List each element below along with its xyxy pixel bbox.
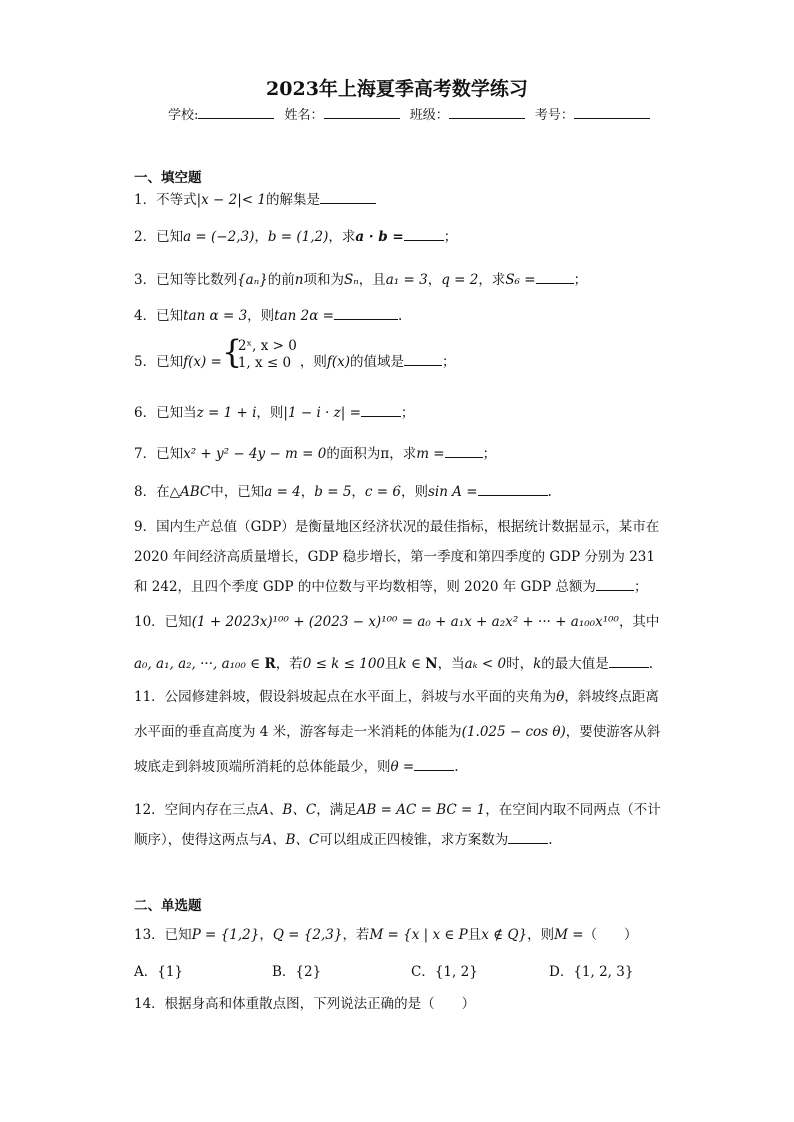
q10-max: 的最大值是 — [541, 656, 609, 672]
q4-text-end: . — [397, 308, 403, 324]
q6-expr: |1 − i · z| = — [283, 405, 361, 421]
q13-m-eq: M = — [554, 927, 584, 943]
q4-math2: tan 2α = — [274, 308, 334, 324]
q12-t2: ，在空间内取不同两点（不计顺序），使得这两点与 — [134, 802, 661, 848]
q13-t1: ，若 — [342, 927, 370, 943]
q13-text: 13．已知 — [134, 927, 192, 943]
q10-naturals: N — [425, 656, 438, 672]
q10-end: . — [648, 656, 654, 672]
school-label: 学校: — [168, 108, 199, 123]
question-9 — [134, 512, 664, 602]
q4-answer-blank[interactable] — [334, 307, 398, 320]
q8-a: a = 4 — [264, 484, 301, 500]
q5-end: ； — [442, 354, 456, 370]
q13-answer-paren[interactable]: （ ） — [583, 927, 638, 943]
question-1 — [134, 188, 654, 212]
option-c-value: {1, 2} — [434, 964, 478, 980]
q13-and: 且 — [467, 927, 482, 943]
q6-answer-blank[interactable] — [361, 404, 401, 417]
student-info-row — [168, 104, 656, 123]
q6-z: z = 1 + i — [196, 405, 257, 421]
q10-ak: aₖ < 0 — [464, 656, 507, 672]
q11-theta-eq: θ = — [390, 759, 415, 775]
q12-t1: ，满足 — [316, 802, 357, 818]
q10-time: 时， — [506, 656, 534, 672]
section-single-choice: 二、单选题 — [134, 898, 202, 914]
question-10-line-2 — [134, 652, 654, 676]
q5-fx2: f(x) — [326, 354, 350, 370]
question-10-line-1 — [134, 610, 660, 634]
q9-answer-blank[interactable] — [596, 578, 634, 591]
class-blank[interactable] — [449, 106, 525, 119]
q13-set-m: M = {x | x ∈ P — [369, 927, 468, 943]
question-3 — [134, 268, 654, 292]
option-a-value: {1} — [157, 964, 184, 980]
q12-cond: AB = AC = BC = 1 — [356, 802, 486, 818]
q3-t3: ，且 — [358, 272, 386, 288]
q8-end: . — [547, 484, 552, 500]
q2-sep: ， — [254, 229, 268, 245]
school-blank[interactable] — [198, 106, 274, 119]
q1-text: 1．不等式 — [134, 192, 197, 208]
q12-text-1: 12．空间内存在三点 — [134, 802, 260, 818]
q3-n: n — [294, 272, 304, 288]
option-b-label: B． — [272, 964, 296, 980]
q5-mid: ，则 — [299, 354, 327, 370]
question-14 — [134, 992, 654, 1016]
q2-vector-b: b = (1,2) — [267, 229, 329, 245]
q7-answer-blank[interactable] — [445, 445, 483, 458]
q10-coeffs: a₀, a₁, a₂, ···, a₁₀₀ ∈ — [134, 656, 261, 672]
option-d[interactable] — [549, 960, 633, 980]
q8-c2: ， — [351, 484, 365, 500]
q5-case2: 1, x ≤ 0 — [237, 354, 292, 371]
q3-answer-blank[interactable] — [536, 271, 574, 284]
q2-vector-a: a = (−2,3) — [183, 229, 255, 245]
q5-cases — [238, 338, 297, 372]
section-fill-blank: 一、填空题 — [134, 170, 202, 186]
q5-case1: 2ˣ, x > 0 — [237, 337, 297, 354]
q10-post: ，其中 — [618, 614, 660, 630]
q12-points-2: A、B、C — [262, 832, 320, 848]
q1-text-end: 的解集是 — [265, 192, 320, 208]
question-4 — [134, 304, 654, 328]
number-blank[interactable] — [574, 106, 650, 119]
q4-mid: ，则 — [247, 308, 275, 324]
q11-text-2: ，斜坡终点距离水平面的垂直高度为 4 米，游客每走一米消耗的体能为 — [134, 689, 659, 740]
q3-ratio: q = 2 — [441, 272, 479, 288]
q12-answer-blank[interactable] — [508, 831, 548, 844]
question-11 — [134, 680, 664, 785]
q5-piecewise — [221, 332, 300, 375]
q10-expr: (1 + 2023x)¹⁰⁰ + (2023 − x)¹⁰⁰ = a₀ + a₁x + a₂x² + ··· + a₁₀₀x¹⁰⁰ — [191, 614, 619, 630]
q2-answer-blank[interactable] — [404, 228, 444, 241]
name-label: 姓名： — [284, 108, 324, 123]
q13-set-p: P = {1,2} — [191, 927, 260, 943]
option-d-label: D． — [549, 964, 574, 980]
q8-text: 8．在 — [134, 484, 170, 500]
q10-kn: k ∈ — [398, 656, 421, 672]
q6-end: ； — [400, 405, 415, 421]
q10-when: ，当 — [437, 656, 465, 672]
q11-answer-blank[interactable] — [414, 758, 454, 771]
q10-cond: 0 ≤ k ≤ 100 — [302, 656, 386, 672]
question-7 — [134, 442, 654, 466]
question-12 — [134, 795, 664, 855]
q10-k: k — [533, 656, 542, 672]
q7-end: ； — [482, 446, 497, 462]
q8-c: c = 6 — [364, 484, 401, 500]
q11-energy: (1.025 − cos θ) — [461, 724, 566, 740]
option-b-value: {2} — [295, 964, 322, 980]
q7-text: 7．已知 — [134, 446, 184, 462]
q11-end: . — [454, 759, 459, 775]
question-8 — [134, 480, 654, 504]
q8-t1: 中，已知 — [210, 484, 265, 500]
option-a-label: A． — [134, 964, 158, 980]
option-d-value: {1, 2, 3} — [573, 964, 634, 980]
q11-text-1: 11．公园修建斜坡，假设斜坡起点在水平面上，斜坡与水平面的夹角为 — [134, 689, 557, 705]
q8-triangle: △ABC — [169, 484, 211, 500]
q5-post: 的值域是 — [350, 354, 404, 370]
q3-text-end: ； — [573, 272, 588, 288]
q11-text-3: ，要使游客从斜坡底走到斜坡顶端所消耗的总体能最少，则 — [134, 724, 661, 775]
option-b[interactable] — [272, 960, 321, 980]
q10-and: 且 — [385, 656, 399, 672]
q5-fx: f(x) = — [183, 354, 222, 370]
q8-answer-blank[interactable] — [478, 483, 548, 496]
q8-sin: sin A = — [427, 484, 478, 500]
q9-end: ； — [634, 579, 648, 595]
question-6 — [134, 401, 654, 425]
q3-t4: ，求 — [478, 272, 506, 288]
option-c-label: C． — [411, 964, 435, 980]
number-label: 考号： — [534, 108, 574, 123]
option-a[interactable] — [134, 960, 183, 980]
question-5 — [134, 332, 654, 375]
q2-text-mid: ，求 — [328, 229, 356, 245]
q4-math1: tan α = 3 — [183, 308, 248, 324]
option-c[interactable] — [411, 960, 478, 980]
q14-text: 14．根据身高和体重散点图，下列说法正确的是（ ） — [134, 996, 476, 1012]
q3-c1: ， — [427, 272, 442, 288]
q3-a1: a₁ = 3 — [385, 272, 428, 288]
q12-end: . — [548, 832, 553, 848]
q11-theta: θ — [556, 689, 565, 705]
q1-math: |x − 2|< 1 — [196, 192, 266, 208]
q2-dot-product: a · b = — [355, 229, 404, 245]
q13-set-q: Q = {2,3} — [272, 927, 343, 943]
q3-text: 3．已知等比数列 — [134, 272, 238, 288]
question-13 — [134, 923, 654, 947]
q3-s6: S₆ = — [505, 272, 536, 288]
q8-c1: ， — [300, 484, 315, 500]
brace-icon: { — [221, 332, 243, 371]
q12-points: A、B、C — [259, 802, 317, 818]
q2-text-end: ； — [443, 229, 458, 245]
q2-text: 2．已知 — [134, 229, 184, 245]
q10-answer-blank[interactable] — [609, 655, 649, 668]
question-2 — [134, 225, 654, 249]
q1-answer-blank[interactable] — [320, 191, 376, 204]
q8-t2: ，则 — [400, 484, 428, 500]
q7-m: m = — [416, 446, 445, 462]
class-label: 班级： — [409, 108, 449, 123]
q5-text: 5．已知 — [134, 354, 184, 370]
q3-seq: {aₙ} — [237, 272, 268, 288]
q10-reals: R — [264, 656, 276, 672]
q7-mid: 的面积为π，求 — [326, 446, 417, 462]
q13-c: ， — [259, 927, 273, 943]
q13-t2: ，则 — [527, 927, 555, 943]
q5-answer-blank[interactable] — [404, 353, 442, 366]
q7-eq: x² + y² − 4y − m = 0 — [183, 446, 327, 462]
q13-set-m2: x ∉ Q} — [481, 927, 528, 943]
q4-text: 4．已知 — [134, 308, 184, 324]
q8-b: b = 5 — [314, 484, 352, 500]
q3-sn: Sₙ — [344, 272, 359, 288]
q3-t1: 的前 — [267, 272, 295, 288]
q10-if: ，若 — [275, 656, 303, 672]
page-title: 2023年上海夏季高考数学练习 — [266, 78, 528, 100]
q10-text: 10．已知 — [134, 614, 192, 630]
q12-t3: 可以组成正四棱锥，求方案数为 — [319, 832, 509, 848]
name-blank[interactable] — [324, 106, 400, 119]
q3-t2: 项和为 — [303, 272, 344, 288]
q9-text: 9．国内生产总值（GDP）是衡量地区经济状况的最佳指标，根据统计数据显示，某市在 2020 年间经济高质量增长，GDP 稳步增长，第一季度和第四季度的 GDP 分别为 231 和 242，且四个季度 GDP 的中位数与平均数相等，则 2020 年 GDP 总额为 — [134, 519, 660, 595]
q6-mid: ，则 — [256, 405, 284, 421]
q6-text: 6．已知当 — [134, 405, 197, 421]
